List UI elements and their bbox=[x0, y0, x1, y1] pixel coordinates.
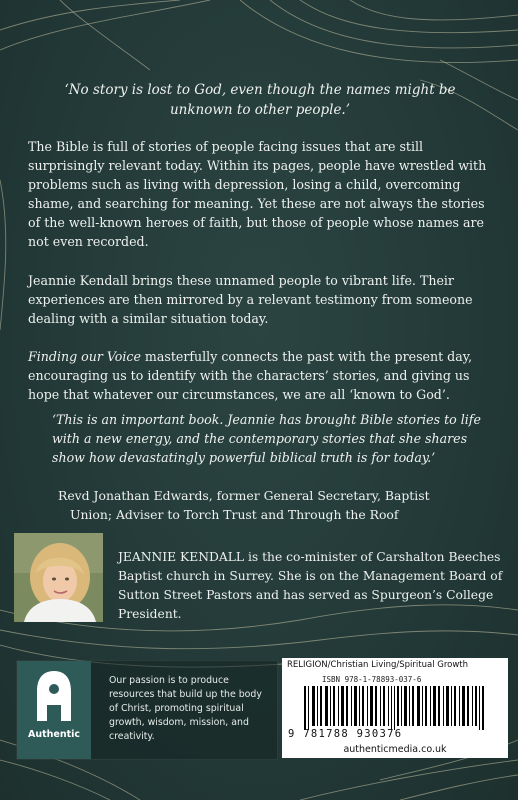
description-paragraph-1: The Bible is full of stories of people facing issues that are still surprisingly relevant today. Within its pages, people have wrestled with problems such as living with depression, losing a child, overcoming shame, and searching for meaning. Yet these are not always the stories of the well-known heroes of faith, but those of people whose names are not even recorded. bbox=[28, 139, 487, 249]
endorsement-quote: ‘This is an important book. Jeannie has brought Bible stories to life with a new energy, and the contemporary stories that she shares show how devastatingly powerful biblical truth is for today.’ bbox=[52, 412, 481, 465]
author-bio: JEANNIE KENDALL is the co-minister of Carshalton Beeches Baptist church in Surrey. She is on the Management Board of Sutton Street Pastors and has served as Spurgeon’s College President. bbox=[118, 550, 503, 621]
authentic-a-icon bbox=[17, 661, 91, 731]
description-paragraph-2: Jeannie Kendall brings these unnamed people to vibrant life. Their experiences are then mirrored by a relevant testimony from someone dealing with a similar situation today. bbox=[28, 273, 473, 326]
barcode-digits: 9 781788 930376 bbox=[288, 728, 403, 740]
description-paragraph-3-text: masterfully connects the past with the present day, encouraging us to identify with the characters’ stories, and giving us hope that whatever our circumstances, we are all ‘known to God’. bbox=[28, 349, 473, 402]
barcode-panel bbox=[282, 658, 508, 758]
category-label: RELIGION/Christian Living/Spiritual Growth bbox=[287, 660, 469, 670]
isbn-text: ISBN 978-1-78893-037-6 bbox=[322, 675, 422, 684]
endorsement-attribution bbox=[52, 486, 502, 524]
publisher-website: authenticmedia.co.uk bbox=[343, 744, 447, 755]
publisher-logo-word: Authentic bbox=[27, 729, 81, 740]
tagline-quote: ‘No story is lost to God, even though the names might be unknown to other people.’ bbox=[64, 82, 456, 118]
publisher-mission: Our passion is to produce resources that build up the body of Christ, promoting spiritual growth, wisdom, mission, and creativity. bbox=[109, 675, 262, 742]
attribution-line-1: Revd Jonathan Edwards, former General Secretary, Baptist bbox=[58, 488, 430, 503]
publisher-panel bbox=[16, 660, 278, 760]
author-photo bbox=[14, 533, 103, 622]
description-paragraph-3 bbox=[28, 347, 494, 404]
book-title: Finding our Voice bbox=[28, 349, 141, 364]
attribution-line-2: Union; Adviser to Torch Trust and Through the Roof bbox=[70, 507, 399, 522]
publisher-logo bbox=[17, 661, 91, 759]
barcode-icon bbox=[304, 686, 484, 730]
